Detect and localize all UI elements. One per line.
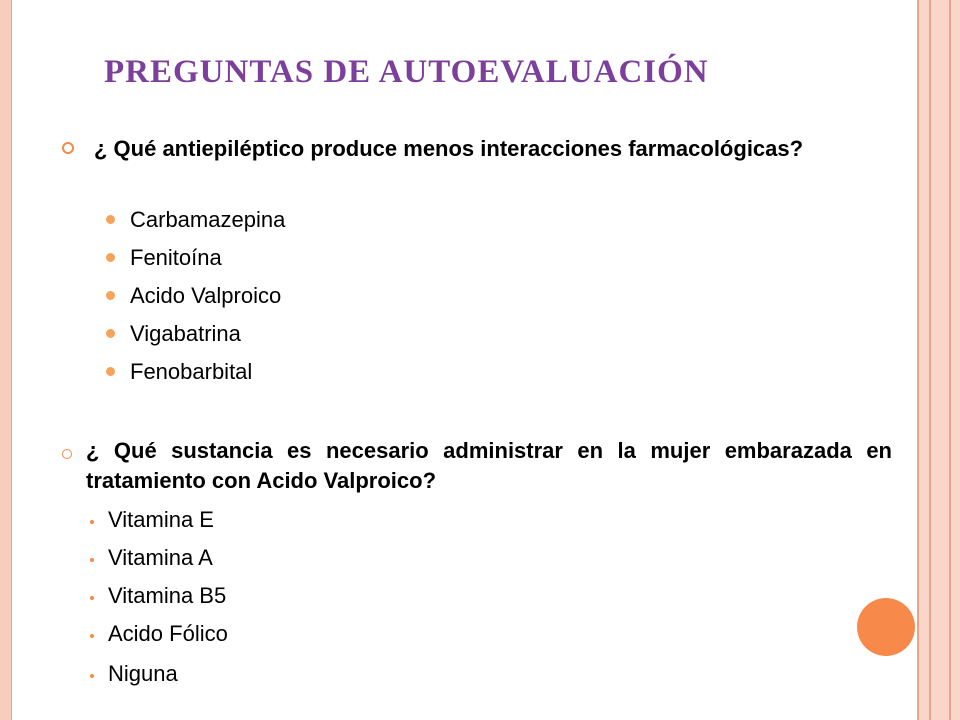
frame-stripe [949, 0, 951, 720]
orange-circle-decoration [857, 598, 915, 656]
question-2-option: Vitamina E [108, 507, 214, 532]
question-1-option: Carbamazepina [130, 207, 286, 232]
option-bullet-icon [90, 634, 94, 638]
question-1-text: ¿ Qué antiepiléptico produce menos interacciones farmacológicas? [94, 136, 804, 161]
question-2-option: Niguna [108, 661, 178, 686]
frame-stripe [929, 0, 931, 720]
question-2-option: Vitamina B5 [108, 583, 227, 608]
question-bullet-icon [62, 142, 74, 154]
option-bullet-icon [106, 367, 115, 376]
question-2-option: Acido Fólico [108, 621, 228, 646]
option-bullet-icon [90, 558, 94, 562]
question-bullet-icon [62, 449, 72, 459]
option-bullet-icon [90, 520, 94, 524]
slide-title: PREGUNTAS DE AUTOEVALUACIÓN [104, 54, 709, 90]
option-bullet-icon [106, 291, 115, 300]
option-bullet-icon [106, 215, 115, 224]
question-1-option: Acido Valproico [130, 283, 282, 308]
question-1-option: Vigabatrina [130, 321, 241, 346]
option-bullet-icon [106, 329, 115, 338]
option-bullet-icon [90, 674, 94, 678]
option-bullet-icon [90, 596, 94, 600]
option-bullet-icon [106, 253, 115, 262]
question-2-text: ¿ Qué sustancia es necesario administrar en la mujer embarazada en tratamiento con Acido Valproico? [86, 438, 892, 493]
right-frame-border [917, 0, 960, 720]
question-1-option: Fenitoína [130, 245, 222, 270]
left-frame-border [0, 0, 12, 720]
question-2-option: Vitamina A [108, 545, 213, 570]
question-1-option: Fenobarbital [130, 359, 253, 384]
